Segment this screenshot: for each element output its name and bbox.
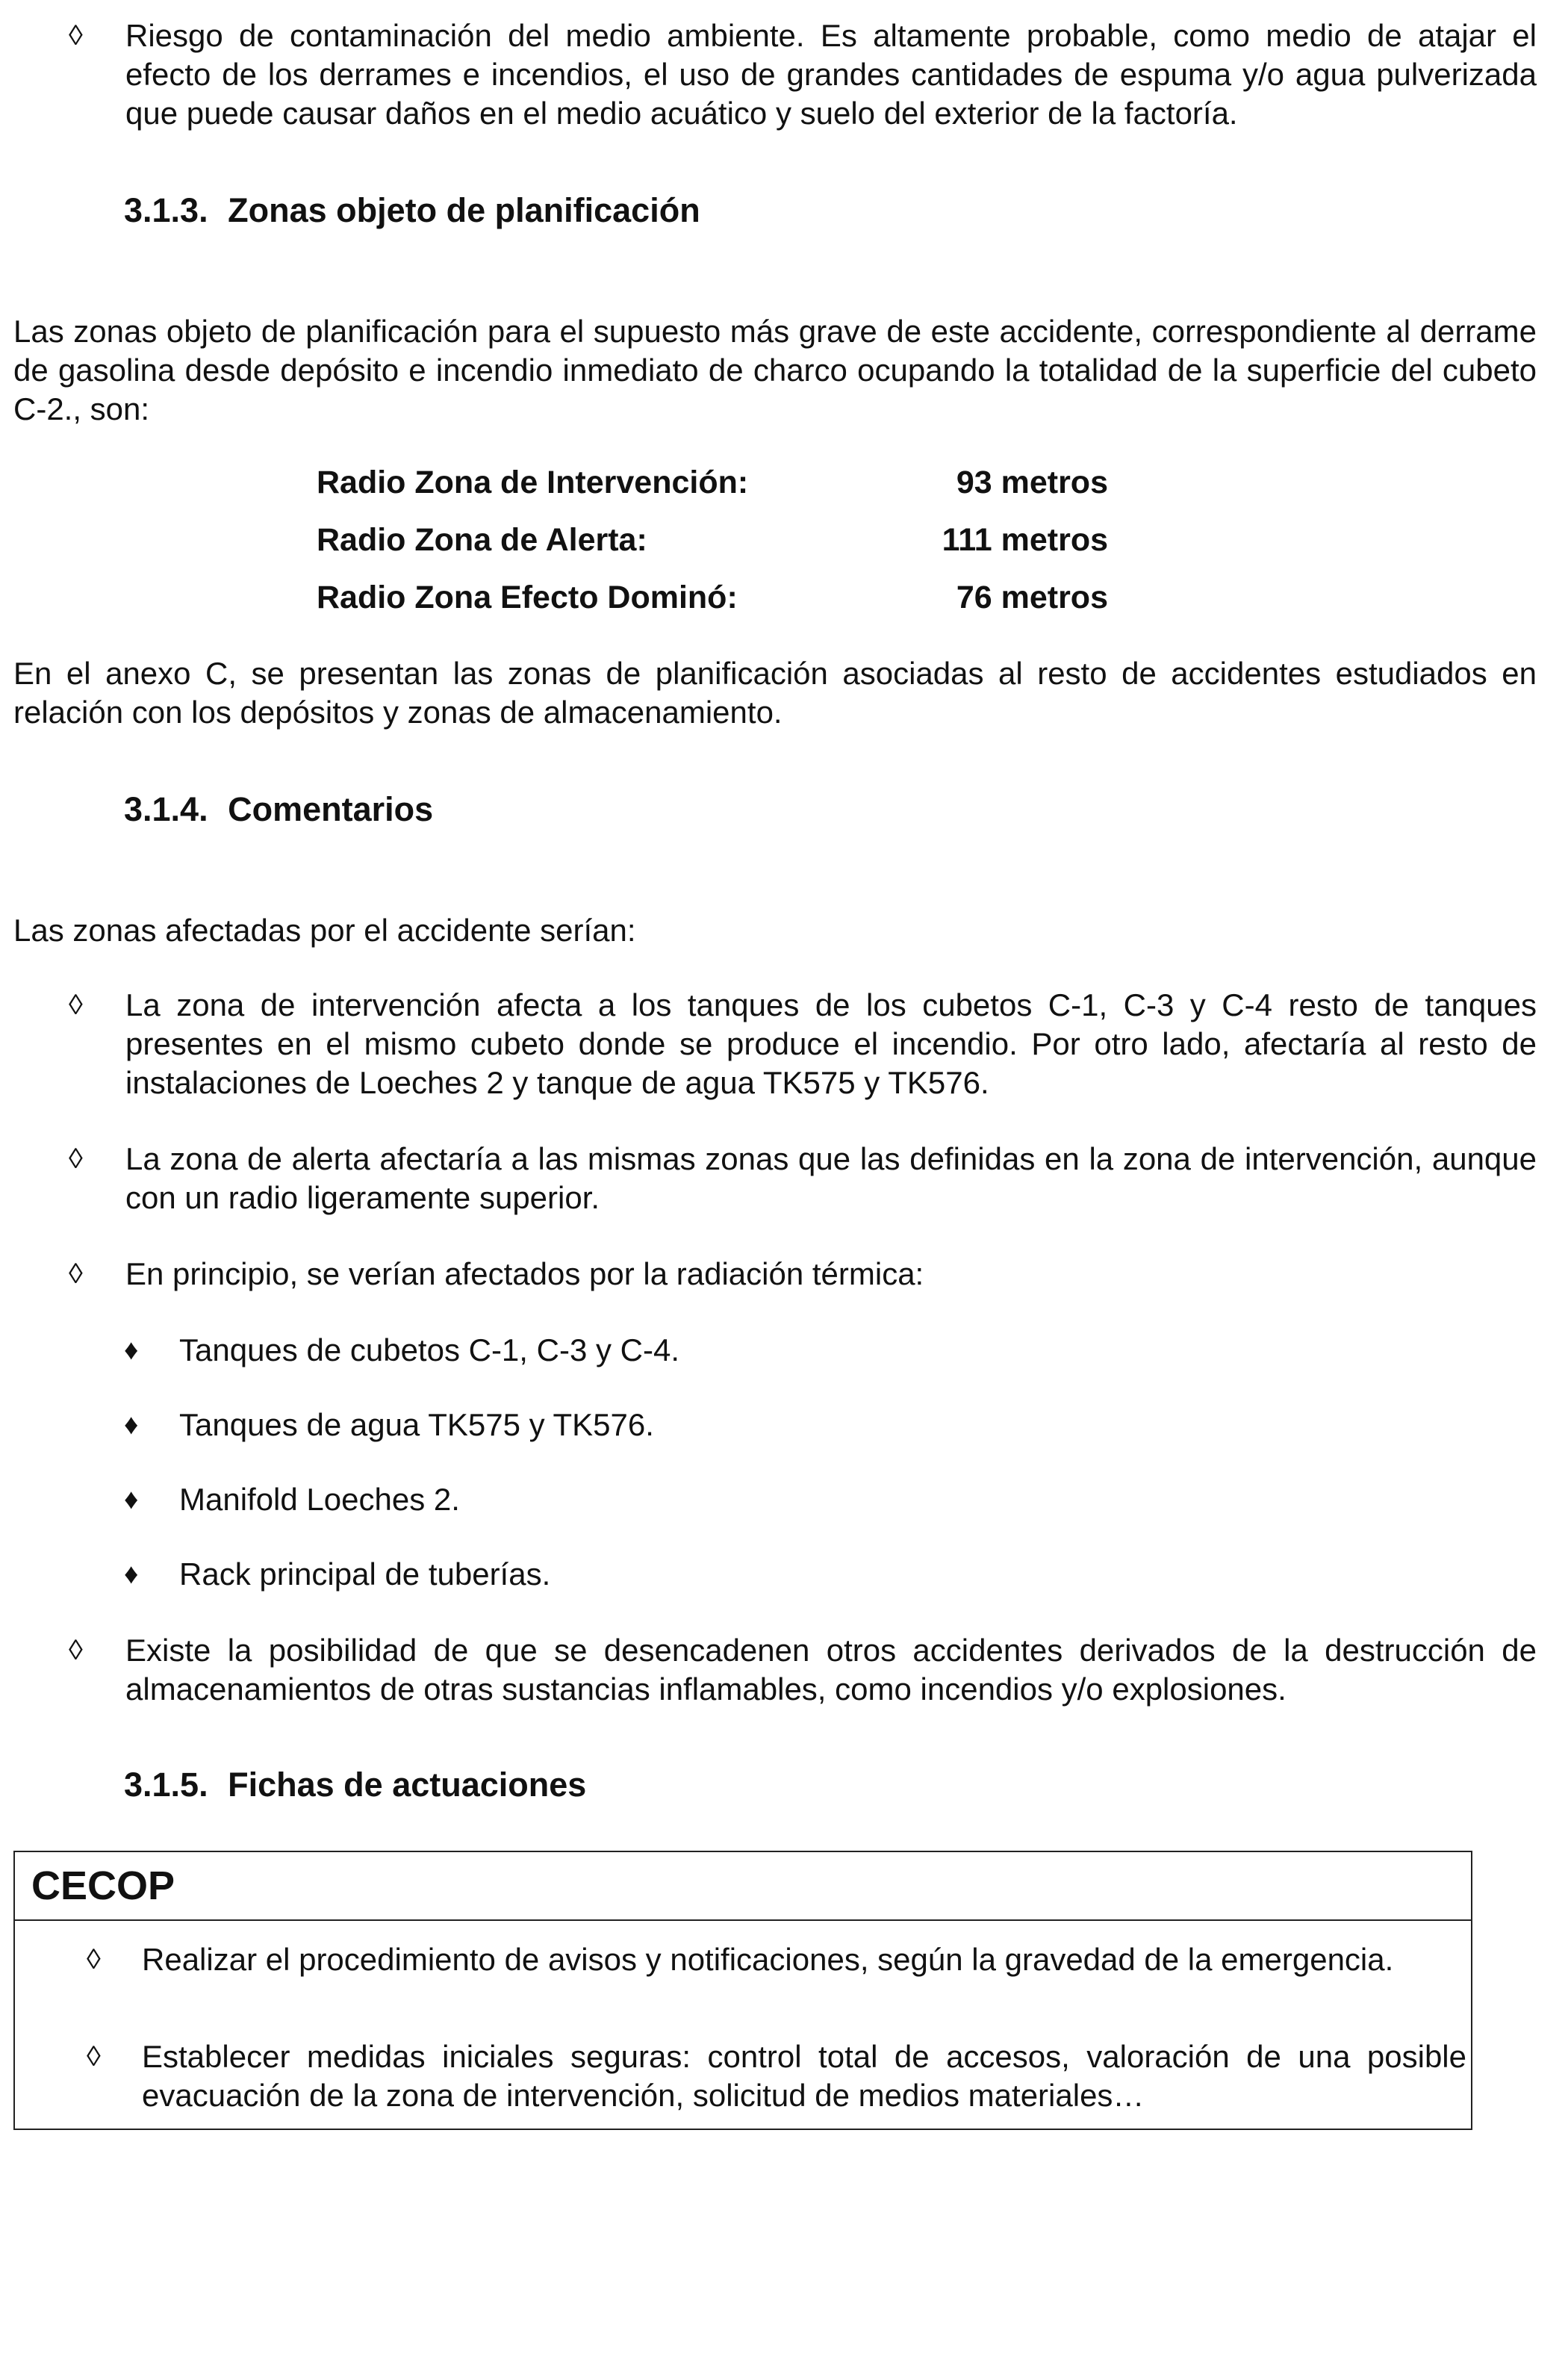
section-title: Zonas objeto de planificación — [228, 191, 700, 229]
diamond-outline-icon: ◊ — [87, 1944, 101, 1975]
section-title: Fichas de actuaciones — [228, 1766, 587, 1804]
diamond-filled-icon: ♦ — [124, 1409, 139, 1441]
bullet-text: La zona de intervención afecta a los tanques de los cubetos C-1, C-3 y C-4 resto de tanques presentes en el mismo cubeto donde se produce el incendio. Por otro lado, afectaría al resto de instalaciones de Loeches 2 y tanque de agua TK575 y TK576. — [125, 987, 1537, 1100]
zone-row — [317, 465, 1108, 522]
bullet-text: Tanques de cubetos C-1, C-3 y C-4. — [179, 1332, 679, 1367]
section-number: 3.1.3. — [124, 191, 208, 229]
diamond-outline-icon: ◊ — [87, 2041, 101, 2073]
diamond-outline-icon: ◊ — [69, 20, 83, 52]
list-item — [69, 1255, 1537, 1297]
diamond-filled-icon: ♦ — [124, 1484, 139, 1515]
bullet-text: Manifold Loeches 2. — [179, 1482, 460, 1517]
box-title: CECOP — [31, 1863, 175, 1908]
diamond-filled-icon: ♦ — [124, 1335, 139, 1366]
diamond-outline-icon: ◊ — [69, 1258, 83, 1290]
zone-row — [317, 522, 1108, 580]
bullet-text: Rack principal de tuberías. — [179, 1556, 551, 1592]
section-heading — [124, 190, 700, 232]
section-number: 3.1.4. — [124, 790, 208, 828]
diamond-filled-icon: ♦ — [124, 1559, 139, 1590]
paragraph: Las zonas objeto de planificación para el supuesto más grave de este accidente, correspondiente al derrame de gasolina desde depósito e incendio inmediato de charco ocupando la totalidad de la superficie del cubeto C-2., son: — [13, 314, 1537, 426]
bullet-text: Tanques de agua TK575 y TK576. — [179, 1407, 654, 1442]
list-item — [124, 1406, 1468, 1447]
bullet-text: Existe la posibilidad de que se desencadenen otros accidentes derivados de la destrucción de almacenamientos de otras sustancias inflamables, como incendios y/o explosiones. — [125, 1633, 1537, 1707]
list-item — [69, 986, 1537, 1105]
action-sheet-box — [13, 1851, 1472, 2130]
diamond-outline-icon: ◊ — [69, 1635, 83, 1666]
zone-row — [317, 580, 1108, 637]
paragraph: Las zonas afectadas por el accidente serían: — [13, 913, 636, 948]
list-item — [124, 1555, 1468, 1597]
list-item — [124, 1480, 1468, 1522]
list-item — [87, 1940, 1466, 2022]
list-item — [69, 1140, 1537, 1222]
diamond-outline-icon: ◊ — [69, 1143, 83, 1175]
section-number: 3.1.5. — [124, 1766, 208, 1804]
paragraph: En el anexo C, se presentan las zonas de planificación asociadas al resto de accidentes estudiados en relación con los depósitos y zonas de almacenamiento. — [13, 656, 1537, 730]
bullet-text: Establecer medidas iniciales seguras: control total de accesos, valoración de una posible evacuación de la zona de intervención, solicitud de medios materiales… — [142, 2039, 1466, 2113]
zone-label: Radio Zona Efecto Dominó: — [317, 580, 738, 615]
list-item — [87, 2037, 1466, 2120]
bullet-text: La zona de alerta afectaría a las mismas zonas que las definidas en la zona de intervención, aunque con un radio ligeramente superior. — [125, 1141, 1537, 1215]
bullet-text: Realizar el procedimiento de avisos y notificaciones, según la gravedad de la emergencia. — [142, 1942, 1394, 1977]
list-item — [69, 16, 1537, 136]
zone-value: 76 metros — [956, 580, 1108, 615]
list-item — [124, 1331, 1468, 1373]
section-heading — [124, 789, 433, 830]
zone-value: 93 metros — [956, 465, 1108, 500]
section-title: Comentarios — [228, 790, 434, 828]
zones-table — [317, 465, 1108, 637]
zone-label: Radio Zona de Alerta: — [317, 522, 647, 558]
bullet-text: Riesgo de contaminación del medio ambiente. Es altamente probable, como medio de atajar el efecto de los derrames e incendios, el uso de grandes cantidades de espuma y/o agua pulverizada que puede causar daños en el medio acuático y suelo del exterior de la factoría. — [125, 18, 1537, 131]
section-heading — [124, 1764, 586, 1806]
list-item — [69, 1631, 1537, 1713]
diamond-outline-icon: ◊ — [69, 990, 83, 1021]
bullet-text: En principio, se verían afectados por la radiación térmica: — [125, 1256, 924, 1291]
zone-label: Radio Zona de Intervención: — [317, 465, 749, 500]
zone-value: 111 metros — [942, 522, 1108, 558]
box-header — [15, 1852, 1471, 1921]
